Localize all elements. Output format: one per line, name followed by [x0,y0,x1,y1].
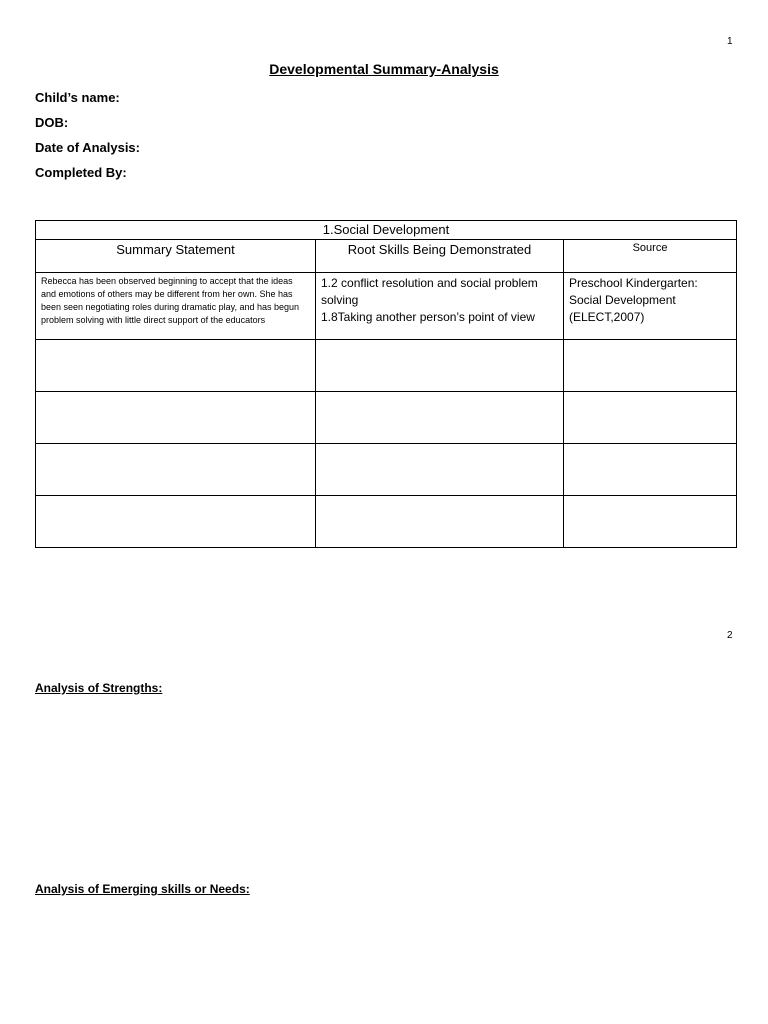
empty-cell [316,496,564,548]
social-development-table [35,220,737,548]
header-root-skills: Root Skills Being Demonstrated [316,240,564,273]
table-row [36,444,737,496]
empty-cell [564,392,737,444]
empty-cell [36,392,316,444]
empty-cell [316,444,564,496]
analysis-of-emerging-heading: Analysis of Emerging skills or Needs: [35,882,250,896]
document-title: Developmental Summary-Analysis [269,61,499,77]
empty-cell [564,444,737,496]
empty-cell [36,496,316,548]
empty-cell [316,392,564,444]
skill-item: 1.8Taking another person’s point of view [321,310,535,324]
empty-cell [36,444,316,496]
table-row [36,496,737,548]
empty-cell [564,340,737,392]
empty-cell [564,496,737,548]
table-row [36,273,737,340]
analysis-of-strengths-heading: Analysis of Strengths: [35,681,163,695]
table-row [36,392,737,444]
page-number-1: 1 [727,36,733,47]
completed-by-label: Completed By: [35,165,127,180]
skill-item: 1.2 conflict resolution and social problem solving [321,276,538,307]
header-source: Source [564,240,737,273]
empty-cell [316,340,564,392]
root-skills-cell [316,273,564,340]
empty-cell [36,340,316,392]
summary-cell: Rebecca has been observed beginning to accept that the ideas and emotions of others may be different from her own. She has been seen negotiating roles during dramatic play, and has begun problem solving with little direct support of the educators [36,273,316,340]
header-summary-statement: Summary Statement [36,240,316,273]
dob-label: DOB: [35,115,69,130]
page-number-2: 2 [727,630,733,641]
source-cell: Preschool Kindergarten: Social Development (ELECT,2007) [564,273,737,340]
child-name-label: Child’s name: [35,90,120,105]
table-caption: 1.Social Development [36,221,737,240]
date-of-analysis-label: Date of Analysis: [35,140,140,155]
table-row [36,340,737,392]
